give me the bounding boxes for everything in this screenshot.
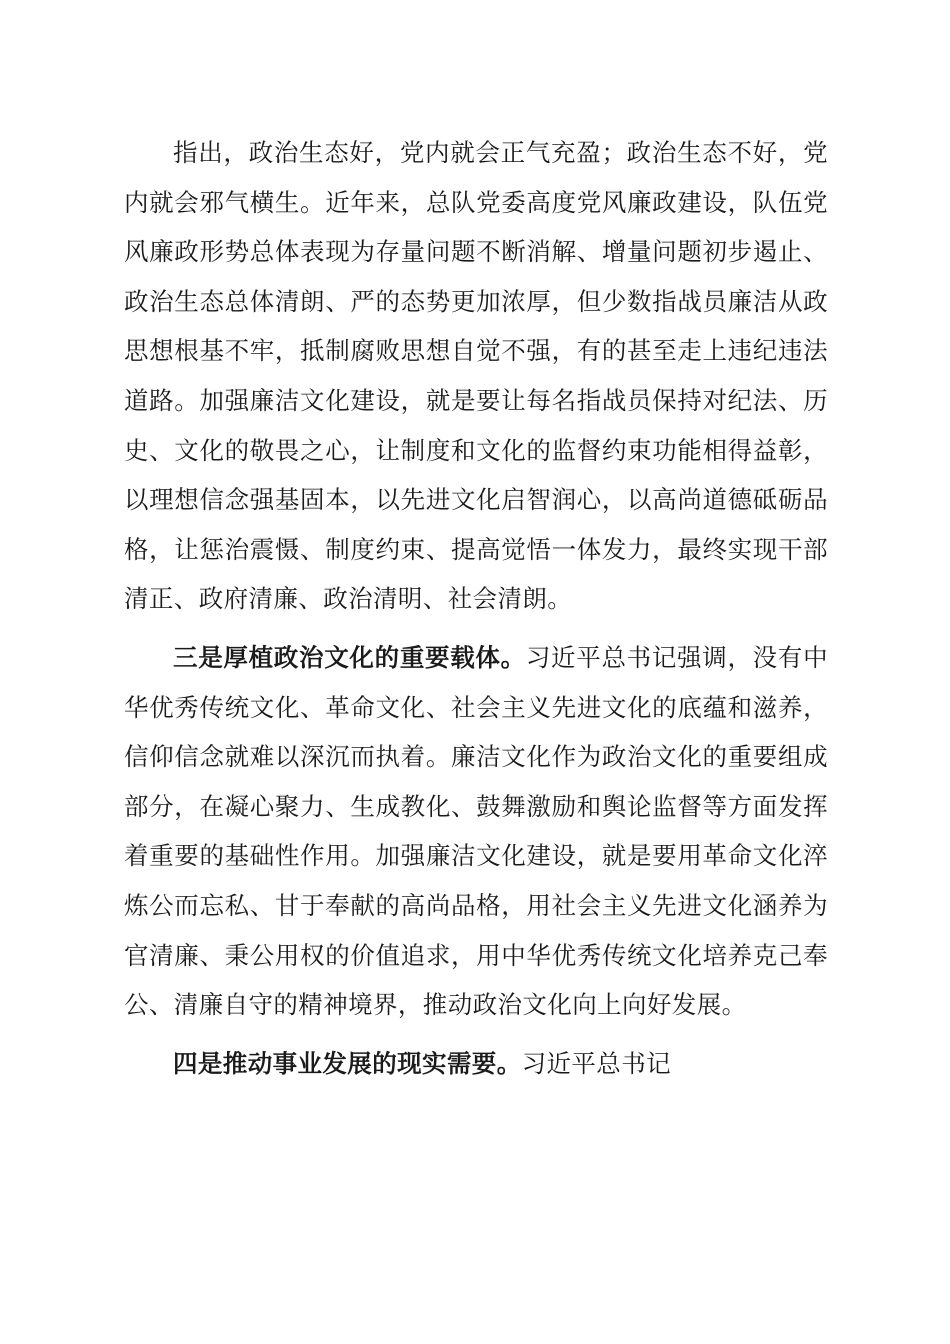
paragraph-lead: 三是厚植政治文化的重要载体。 <box>173 642 526 672</box>
paragraph-lead: 四是推动事业发展的现实需要。 <box>173 1048 522 1078</box>
paragraph-political-culture <box>124 633 828 1030</box>
paragraph-text: 习近平总书记 <box>521 1048 672 1078</box>
paragraph-text: 习近平总书记强调，没有中华优秀传统文化、革命文化、社会主义先进文化的底蕴和滋养，信仰信念就难以深沉而执着。廉洁文化作为政治文化的重要组成部分，在凝心聚力、生成教化、鼓舞激励和舆论监督等方面发挥着重要的基础性作用。加强廉洁文化建设，就是要用革命文化淬炼公而忘私、甘于奉献的高尚品格，用社会主义先进文化涵养为官清廉、秉公用权的价值追求，用中华优秀传统文化培养克己奉公、清廉自守的精神境界，推动政治文化向上向好发展。 <box>124 642 828 1020</box>
paragraph-text: 指出，政治生态好，党内就会正气充盈；政治生态不好，党内就会邪气横生。近年来，总队党委高度党风廉政建设，队伍党风廉政形势总体表现为存量问题不断消解、增量问题初步遏止、政治生态总体清朗、严的态势更加浓厚，但少数指战员廉洁从政思想根基不牢，抵制腐败思想自觉不强，有的甚至走上违纪违法道路。加强廉洁文化建设，就是要让每名指战员保持对纪法、历史、文化的敬畏之心，让制度和文化的监督约束功能相得益彰，以理想信念强基固本，以先进文化启智润心，以高尚道德砥砺品格，让惩治震慑、制度约束、提高觉悟一体发力，最终实现干部清正、政府清廉、政治清明、社会清朗。 <box>124 138 828 614</box>
paragraph-political-ecology <box>124 128 828 624</box>
paragraph-career-development <box>124 1039 828 1089</box>
document-body <box>124 128 828 1097</box>
